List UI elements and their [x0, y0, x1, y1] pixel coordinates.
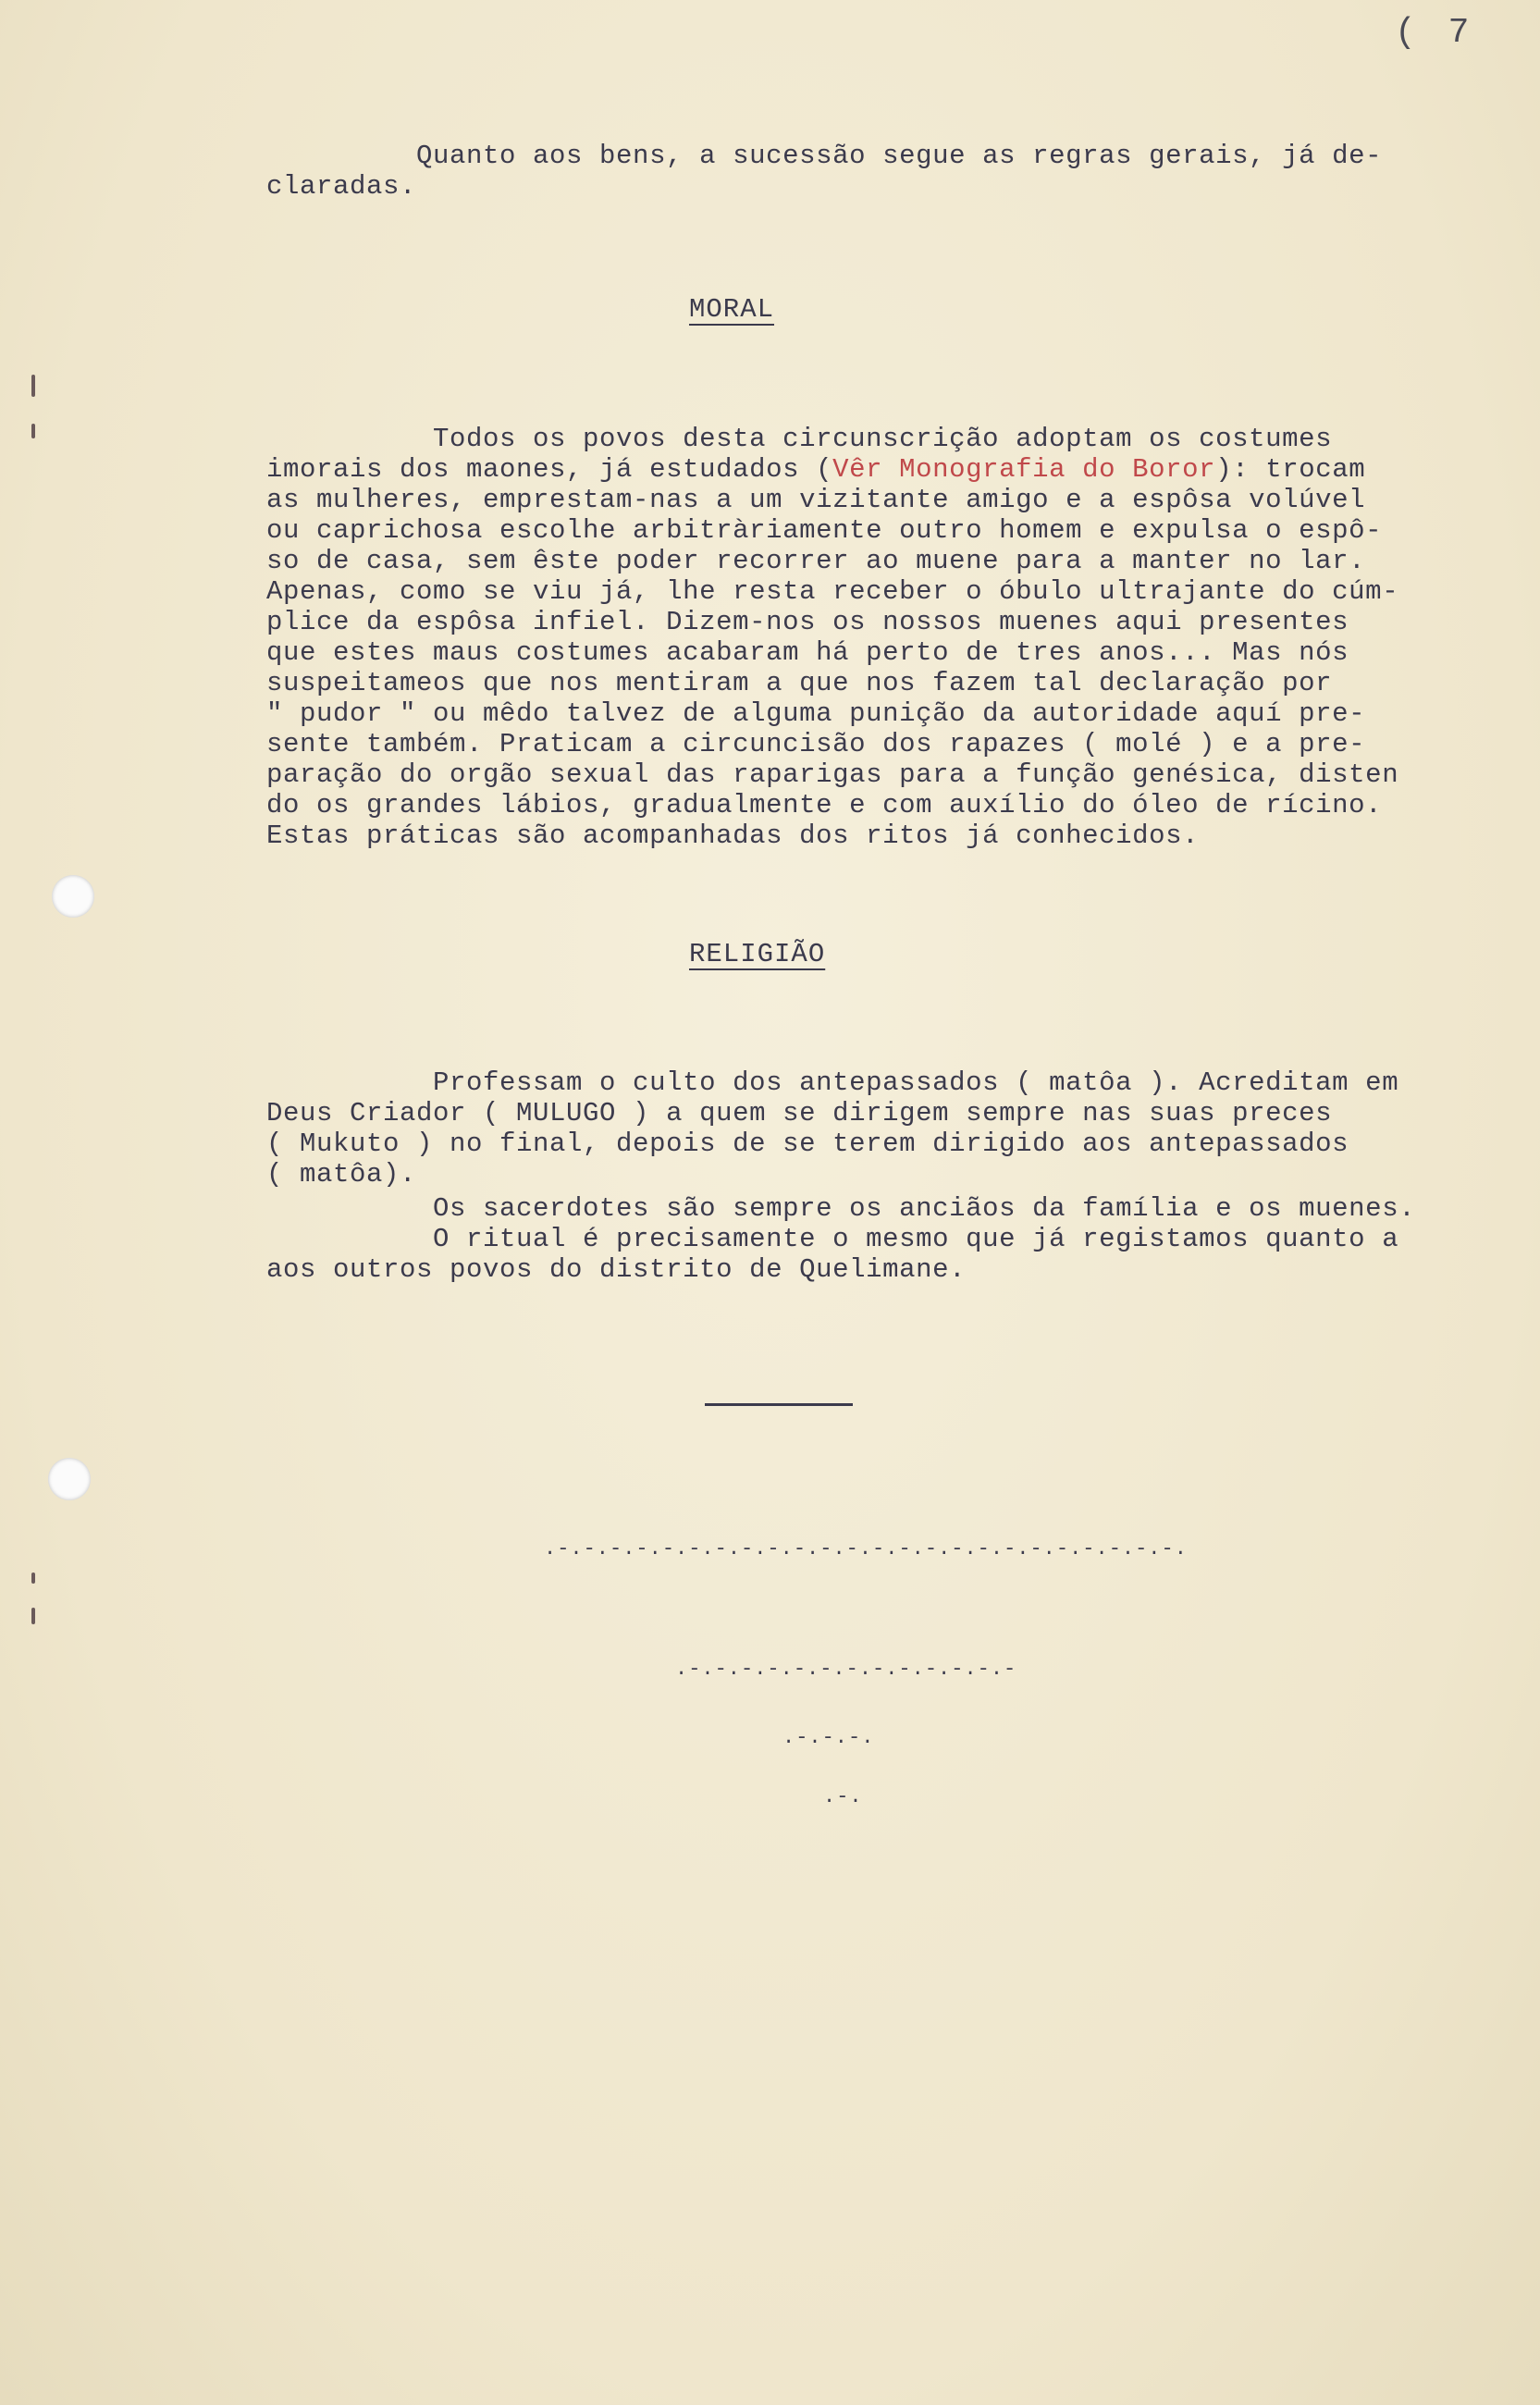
moral-line: Todos os povos desta circunscrição adoptam os costumes [266, 424, 1333, 454]
section-divider-rule [705, 1403, 853, 1406]
margin-mark [31, 375, 35, 397]
moral-line: ou caprichosa escolhe arbitràriamente outro homem e expulsa o espô- [266, 515, 1383, 546]
moral-line: paração do orgão sexual das raparigas para a função genésica, disten [266, 759, 1399, 790]
moral-line: do os grandes lábios, gradualmente e com auxílio do óleo de rícino. [266, 790, 1383, 820]
religion-line: O ritual é precisamente o mesmo que já registamos quanto a [266, 1224, 1399, 1254]
religion-heading: RELIGIÃO [689, 939, 826, 969]
moral-line: plice da espôsa infiel. Dizem-nos os nossos muenes aqui presentes [266, 607, 1349, 637]
religion-line: Os sacerdotes são sempre os anciãos da família e os muenes. [266, 1193, 1416, 1224]
ornament-line-1: .-.-.-.-.-.-.-.-.-.-.-.-.-.-.-.-.-.-.-.-.-.-.-.-. [544, 1537, 1188, 1560]
moral-line: sente também. Praticam a circuncisão dos rapazes ( molé ) e a pre- [266, 729, 1366, 759]
red-ink-note: Vêr Monografia do Boror [832, 454, 1216, 485]
margin-mark [31, 1572, 35, 1584]
religion-line: Deus Criador ( MULUGO ) a quem se dirigem sempre nas suas preces [266, 1098, 1333, 1128]
page-number: ( 7 [1395, 13, 1475, 53]
moral-heading: MORAL [689, 294, 775, 325]
ornament-line-4: .-. [823, 1785, 863, 1808]
moral-line: que estes maus costumes acabaram há perto de tres anos... Mas nós [266, 637, 1349, 668]
moral-line: Estas práticas são acompanhadas dos ritos já conhecidos. [266, 820, 1200, 851]
moral-line-end: ): trocam [1215, 454, 1366, 485]
moral-line: " pudor " ou mêdo talvez de alguma punição da autoridade aquí pre- [266, 698, 1366, 729]
religion-line: aos outros povos do distrito de Quelimane. [266, 1254, 967, 1285]
intro-line-2: claradas. [266, 171, 417, 202]
moral-line: so de casa, sem êste poder recorrer ao muene para a manter no lar. [266, 546, 1366, 576]
ornament-line-2: .-.-.-.-.-.-.-.-.-.-.-.-.- [675, 1658, 1017, 1681]
margin-mark [31, 1608, 35, 1624]
moral-line: as mulheres, emprestam-nas a um vizitante amigo e a espôsa volúvel [266, 485, 1366, 515]
intro-line-1: Quanto aos bens, a sucessão segue as regras gerais, já de- [266, 141, 1383, 171]
religion-line: Professam o culto dos antepassados ( matôa ). Acreditam em [266, 1067, 1399, 1098]
religion-line: ( Mukuto ) no final, depois de se terem dirigido aos antepassados [266, 1128, 1349, 1159]
moral-line-start: imorais dos maones, já estudados ( [266, 454, 833, 485]
punch-hole [52, 875, 94, 918]
moral-line-with-note [266, 454, 1365, 485]
moral-line: Apenas, como se viu já, lhe resta receber o óbulo ultrajante do cúm- [266, 576, 1399, 607]
moral-line: suspeitameos que nos mentiram a que nos fazem tal declaração por [266, 668, 1333, 698]
punch-hole [48, 1458, 91, 1500]
margin-mark [31, 424, 35, 438]
ornament-line-3: .-.-.-. [782, 1726, 875, 1749]
religion-line: ( matôa). [266, 1159, 417, 1190]
